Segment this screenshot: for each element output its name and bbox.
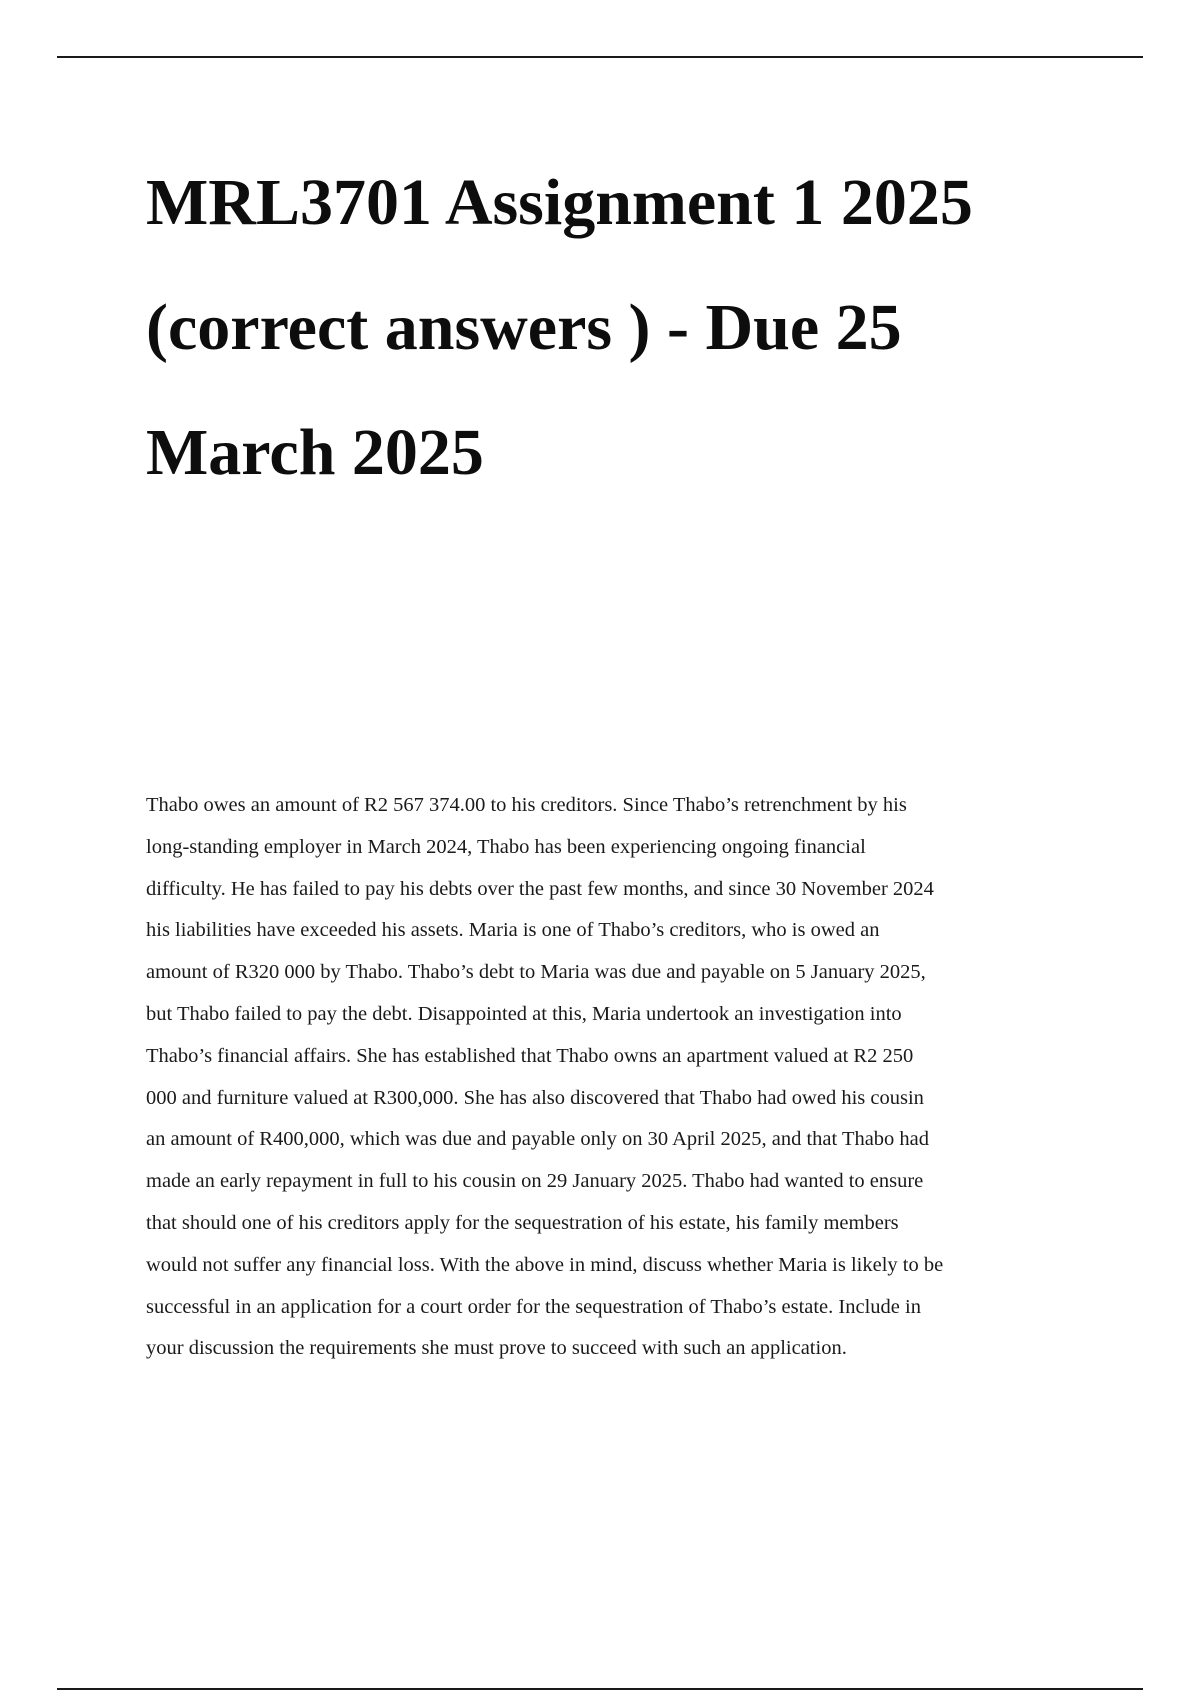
header-rule [57, 56, 1143, 58]
paragraph-line: an amount of R400,000, which was due and payable only on 30 April 2025, and that Thabo had [146, 1128, 930, 1151]
paragraph-line: that should one of his creditors apply for the sequestration of his estate, his family members [146, 1211, 899, 1234]
paragraph-line: would not suffer any financial loss. With the above in mind, discuss whether Maria is likely to be [146, 1253, 944, 1276]
paragraph-line: but Thabo failed to pay the debt. Disappointed at this, Maria undertook an investigation into [146, 1002, 902, 1025]
title-line: (correct answers ) - Due 25 [146, 291, 902, 364]
paragraph-line: Thabo owes an amount of R2 567 374.00 to his creditors. Since Thabo’s retrenchment by his [146, 794, 907, 816]
footer-rule [57, 1688, 1143, 1690]
paragraph-line: long-standing employer in March 2024, Thabo has been experiencing ongoing financial [146, 835, 866, 858]
document-title [146, 140, 1106, 515]
title-line: March 2025 [146, 416, 484, 489]
question-paragraph [146, 785, 1106, 1370]
paragraph-line: difficulty. He has failed to pay his debts over the past few months, and since 30 November 2024 [146, 877, 934, 900]
paragraph-line: 000 and furniture valued at R300,000. She has also discovered that Thabo had owed his cousin [146, 1086, 924, 1109]
paragraph-line: successful in an application for a court order for the sequestration of Thabo’s estate. Include in [146, 1295, 921, 1318]
paragraph-line: your discussion the requirements she must prove to succeed with such an application. [146, 1337, 847, 1360]
title-line: MRL3701 Assignment 1 2025 [146, 166, 973, 239]
paragraph-line: Thabo’s financial affairs. She has established that Thabo owns an apartment valued at R2 250 [146, 1044, 914, 1067]
paragraph-line: made an early repayment in full to his cousin on 29 January 2025. Thabo had wanted to ensure [146, 1170, 924, 1193]
paragraph-line: his liabilities have exceeded his assets. Maria is one of Thabo’s creditors, who is owed an [146, 919, 880, 942]
paragraph-line: amount of R320 000 by Thabo. Thabo’s debt to Maria was due and payable on 5 January 2025, [146, 961, 926, 984]
